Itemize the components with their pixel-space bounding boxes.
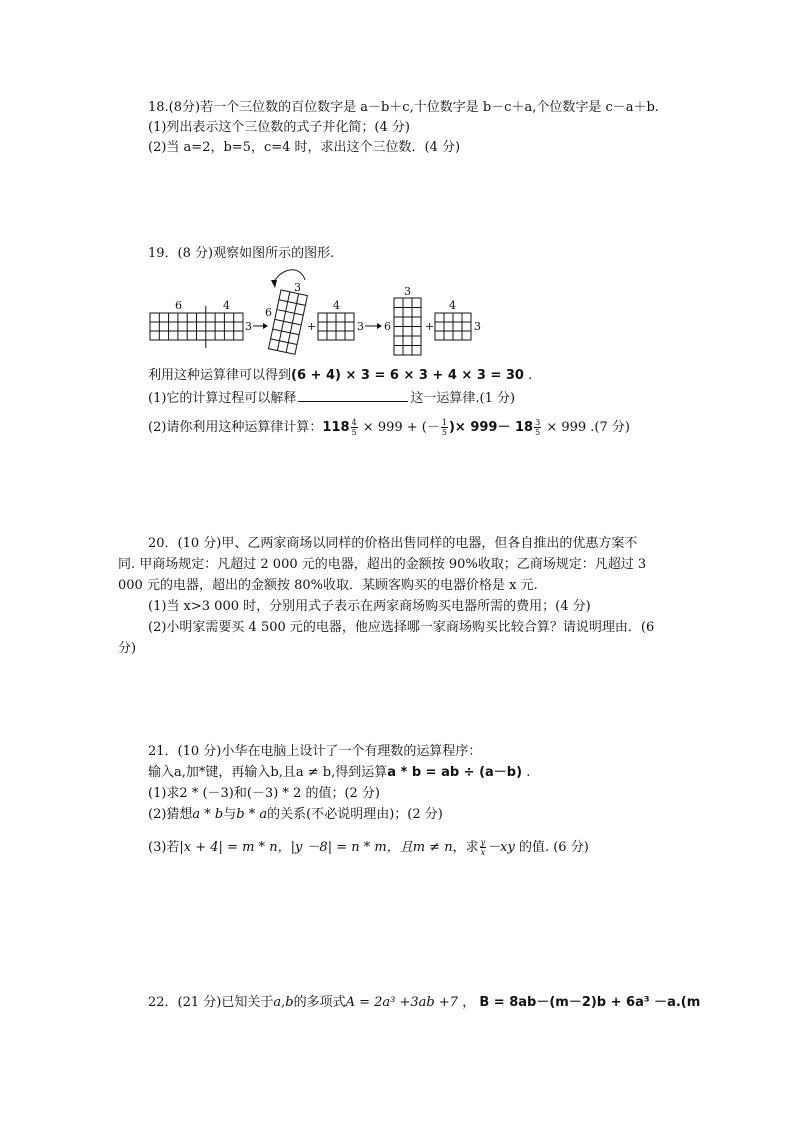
label-4-a: 4 xyxy=(223,299,230,312)
q21-frac-y-over-x: $\frac{y}{x}$ xyxy=(480,838,486,857)
q20-part2: (2)小明家需要买 4 500 元的电器，他应选择哪一家商场购买比较合算？请说明理由．(6 xyxy=(148,620,655,635)
q22-pre: 22．(21 分)已知关于 xyxy=(148,995,274,1010)
grid-6x3-and-4x3 xyxy=(150,306,243,348)
arrow-right-icon xyxy=(263,323,268,329)
grid-3x6 xyxy=(394,298,421,355)
q19-formula: (6 + 4) × 3 = 6 × 3 + 4 × 3 = 30 xyxy=(291,368,524,383)
q21-line2 xyxy=(148,763,530,783)
q20-line3: 000 元的电器，超出的金额按 80%收取．某顾客购买的电器价格是 x 元. xyxy=(118,578,538,593)
q21-cond1: |x + 4| = m * n xyxy=(179,840,278,855)
q19-formula-prefix: 利用这种运算律可以得到 xyxy=(148,368,292,383)
q21-operation-formula: a * b = ab ÷ (a－b) xyxy=(387,765,523,780)
grid-4x3-b xyxy=(435,313,471,340)
q19-figure xyxy=(145,266,490,358)
q22-stem xyxy=(148,993,700,1013)
q19-part1-pre: (1)它的计算过程可以解释 xyxy=(148,391,297,406)
q21-part3-expr: －xy xyxy=(487,840,515,855)
q21-part2-mid: 与 xyxy=(223,807,237,822)
q21-line2-pre: 输入a,加*键，再输入b,且a ≠ b,得到运算 xyxy=(148,765,388,780)
q19-part2-pre: (2)请你利用这种运算律计算： xyxy=(148,420,323,435)
q20-line1: 20．(10 分)甲、乙两家商场以同样的价格出售同样的电器，但各自推出的优惠方案不 xyxy=(148,536,638,551)
q21-expr-a-star-b: a * b xyxy=(192,807,224,822)
label-4-b: 4 xyxy=(333,299,340,312)
q21-part3-pre: (3)若 xyxy=(148,840,180,855)
label-3-c: 3 xyxy=(357,320,364,333)
q19-part2 xyxy=(148,418,630,438)
q22-vars: a,b xyxy=(273,995,294,1010)
q19-part2-mid2: )× 999－ 18 xyxy=(448,420,534,435)
q20-line2: 同. 甲商场规定：凡超过 2 000 元的电器，超出的金额按 90%收取；乙商场规定：凡超过 3 xyxy=(118,557,647,572)
label-6-a: 6 xyxy=(175,299,182,312)
q19-stem: 19．(8 分)观察如图所示的图形. xyxy=(148,246,335,261)
q20-part2-cont: 分) xyxy=(118,641,137,656)
q21-line2-post: . xyxy=(526,765,531,780)
q19-part1-post: 这一运算律.(1 分) xyxy=(410,391,516,406)
q18-part1: (1)列出表示这个三位数的式子并化简；(4 分) xyxy=(148,120,410,135)
q18-part2: (2)当 a=2，b=5，c=4 时，求出这个三位数．(4 分) xyxy=(148,140,461,155)
q19-frac-1: $\frac{4}{5}$ xyxy=(351,418,357,437)
arrow-right-icon-2 xyxy=(377,323,382,329)
q19-mixed-whole-1: 118 xyxy=(322,420,350,435)
q21-part3-post: 的值. (6 分) xyxy=(518,840,589,855)
q19-part2-end: × 999 .(7 分) xyxy=(546,420,630,435)
plus-2: + xyxy=(425,320,435,333)
q19-frac-3: $\frac{3}{5}$ xyxy=(535,418,541,437)
q19-frac-2: $\frac{1}{5}$ xyxy=(441,418,447,437)
q21-stem: 21．(10 分)小华在电脑上设计了一个有理数的运算程序： xyxy=(148,744,482,759)
label-3-e: 3 xyxy=(474,320,481,333)
q22-mid: 的多项式 xyxy=(293,995,346,1010)
q20-part1: (1)当 x>3 000 时，分别用式子表示在两家商场购买电器所需的费用；(4 分) xyxy=(148,599,591,614)
plus-1: + xyxy=(307,320,317,333)
q21-cond2: ，|y －8| = n * m xyxy=(277,840,387,855)
q22-sep: ， xyxy=(462,995,476,1010)
q22-poly-b: B = 8ab－(m－2)b + 6a³ －a.(m xyxy=(479,995,701,1010)
label-3-d: 3 xyxy=(404,285,411,298)
label-6-c: 6 xyxy=(384,320,391,333)
q19-formula-line xyxy=(148,366,532,386)
q21-part3 xyxy=(148,838,589,858)
q21-part2 xyxy=(148,805,443,825)
q19-part2-mid1: × 999 + (－ xyxy=(362,420,440,435)
q21-part2-pre: (2)猜想 xyxy=(148,807,193,822)
label-4-c: 4 xyxy=(449,299,456,312)
label-3-b: 3 xyxy=(294,281,301,294)
q21-cond3: ，且m ≠ n xyxy=(386,840,453,855)
q18-stem: 18.(8分)若一个三位数的百位数字是 a－b＋c,十位数字是 b－c＋a,个位数字是 c－a＋b. xyxy=(148,100,659,115)
rotated-grid-3x6 xyxy=(269,290,308,354)
q19-part1 xyxy=(148,389,515,409)
q21-part2-post: 的关系(不必说明理由)；(2 分) xyxy=(267,807,443,822)
q21-expr-b-star-a: b * a xyxy=(236,807,268,822)
q19-formula-suffix: . xyxy=(528,368,533,383)
grid-4x3-a xyxy=(318,313,354,340)
q21-part3-mid: ，求 xyxy=(452,840,479,855)
label-3-a: 3 xyxy=(245,320,252,333)
q21-part1: (1)求2 * (－3)和(－3) * 2 的值；(2 分) xyxy=(148,786,380,801)
label-6-b: 6 xyxy=(265,306,272,319)
q22-poly-a: A = 2a³ +3ab +7 xyxy=(345,995,459,1010)
answer-blank[interactable] xyxy=(298,389,408,402)
